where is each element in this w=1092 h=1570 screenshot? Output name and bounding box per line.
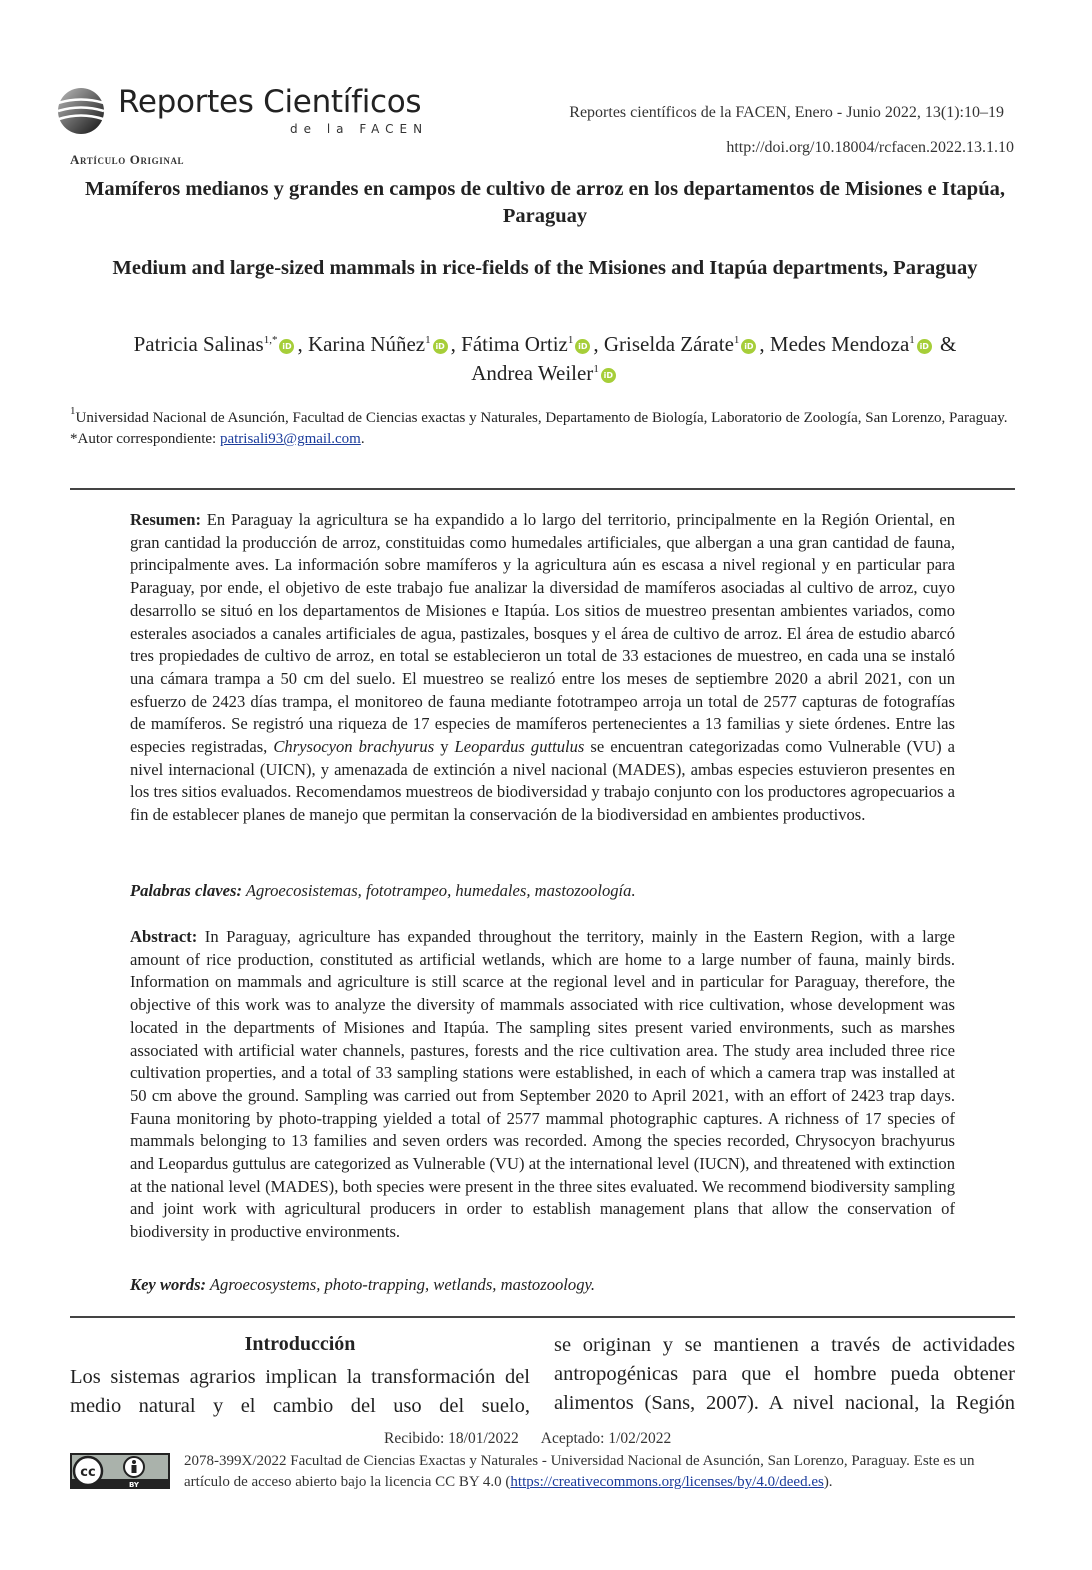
section-heading: Introducción [244, 1333, 356, 1355]
received-date: Recibido: 18/01/2022 [384, 1430, 519, 1447]
author [770, 332, 956, 356]
doi-link[interactable]: http://doi.org/10.18004/rcfacen.2022.13.1.10 [726, 139, 1014, 156]
author-name: Fátima Ortiz [461, 332, 568, 356]
journal-logo-icon [56, 86, 106, 136]
affiliation [70, 405, 1015, 450]
author-name: Medes Mendoza [769, 332, 910, 356]
author [308, 332, 461, 356]
species-name: Leopardus guttulus [454, 737, 585, 757]
article-type: Artículo Original [70, 152, 185, 167]
author [134, 332, 308, 356]
author-affiliation-mark: 1 [425, 334, 431, 346]
title-english: Medium and large-sized mammals in rice-fields of the Misiones and Itapúa departments, Paraguay [112, 257, 978, 279]
orcid-icon[interactable]: iD [279, 339, 294, 354]
author-name: Griselda Zárate [603, 332, 734, 356]
author [461, 332, 604, 356]
orcid-icon[interactable]: iD [601, 368, 616, 383]
author-affiliation-mark: 1 [909, 334, 915, 346]
divider [70, 488, 1015, 490]
license-link[interactable]: https://creativecommons.org/licenses/by/4.0/deed.es [510, 1474, 824, 1490]
corresponding-author-label: *Autor correspondiente: [70, 431, 220, 447]
submission-dates [384, 1430, 671, 1448]
author-name: Patricia Salinas [133, 332, 264, 356]
abstract-label: Abstract: [130, 927, 198, 946]
author-separator: & [934, 332, 957, 356]
author-affiliation-mark: 1 [567, 334, 574, 346]
body-column-right: se originan y se mantienen a través de actividades antropogénicas para que el hombre pueda obtener alimentos (Sans, 2007). A nivel nacional, la Región [554, 1334, 1015, 1414]
palabras-claves-label: Palabras claves: [130, 881, 242, 900]
orcid-icon[interactable]: iD [575, 339, 590, 354]
journal-reference: Reportes científicos de la FACEN, Enero - Junio 2022, 13(1):10–19 [569, 104, 1004, 121]
author-separator: , [450, 332, 462, 356]
creative-commons-by-icon[interactable] [70, 1453, 170, 1489]
orcid-icon[interactable]: iD [741, 339, 756, 354]
author-separator: , [593, 332, 604, 356]
key-words-text: Agroecosystems, photo-trapping, wetlands, mastozoology. [206, 1275, 596, 1294]
author-separator: , [759, 332, 770, 356]
palabras-claves [130, 880, 955, 903]
abstract [130, 926, 955, 1244]
license-notice [184, 1451, 1016, 1493]
palabras-claves-text: Agroecosistemas, fototrampeo, humedales, mastozoología. [241, 881, 636, 900]
abstract-text: In Paraguay, agriculture has expanded throughout the territory, mainly in the Eastern Region, with a large amount of rice production, constituted as artificial wetlands, which are home to a large number of fauna, mainly birds. Information on mammals and agriculture is still scarce at the regional level and in particular for Paraguay, therefore, the objective of this work was to analyze the diversity of mammals associated with rice cultivation, whose development was located in the departments of Misiones and Itapúa. The sampling sites present varied environments, such as marshes associated with artificial water channels, pastures, forests and the rice cultivation area. The study area included three rice cultivation properties, and a total of 33 sampling stations were established, in each of which a camera trap was installed at 50 cm above the ground. Sampling was carried out from September 2020 to April 2021, with an effort of 2423 trap days. Fauna monitoring by photo-trapping yielded a total of 2577 mammal photographic captures. A richness of 17 species of mammals belonging to 13 families and seven orders was recorded. Among the species recorded, Chrysocyon brachyurus and Leopardus guttulus are categorized as Vulnerable (VU) at the international level (IUCN), and threatened with extinction at the national level (MADES), both species were present in the three sites evaluated. We recommend biodiversity sampling and joint work with agricultural producers in order to establish management plans that allow the conservation of biodiversity in productive environments. [130, 927, 955, 1242]
title-spanish: Mamíferos medianos y grandes en campos de cultivo de arroz en los departamentos de Misiones e Itapúa, Paraguay [85, 178, 1005, 227]
svg-text:cc: cc [80, 1465, 96, 1480]
journal-logo [56, 84, 429, 146]
divider [70, 1316, 1015, 1318]
cc-badge-label: BY [128, 1481, 140, 1489]
email-period: . [360, 431, 365, 447]
accepted-date: Aceptado: 1/02/2022 [540, 1430, 672, 1447]
license-text: 2078-399X/2022 Facultad de Ciencias Exactas y Naturales - Universidad Nacional de Asunción, San Lorenzo, Paraguay. Este es un artículo de acceso abierto bajo la licencia CC BY 4.0 ( [184, 1453, 975, 1490]
author-affiliation-mark: 1,* [263, 334, 278, 346]
author-separator: , [297, 332, 308, 356]
author [604, 332, 770, 356]
key-words [130, 1274, 955, 1297]
logo-title: Reportes Científicos [118, 84, 422, 120]
author-name: Karina Núñez [307, 332, 426, 356]
key-words-label: Key words: [130, 1275, 207, 1294]
author-affiliation-mark: 1 [733, 334, 740, 346]
logo-subtitle: de la FACEN [290, 122, 429, 136]
author-affiliation-mark: 1 [593, 363, 599, 375]
resumen-conjunction: y [434, 737, 455, 757]
author-list [60, 330, 1030, 388]
resumen-label: Resumen: [130, 510, 201, 529]
email-link[interactable]: patrisali93@gmail.com [219, 431, 361, 447]
orcid-icon[interactable]: iD [433, 339, 448, 354]
affiliation-text: Universidad Nacional de Asunción, Facultad de Ciencias exactas y Naturales, Departamento de Biología, Laboratorio de Zoología, San Lorenzo, Paraguay. [75, 410, 1008, 426]
body-column-left: Los sistemas agrarios implican la transformación del medio natural y el cambio del uso del suelo, [70, 1366, 530, 1417]
orcid-icon[interactable]: iD [917, 339, 932, 354]
author-name: Andrea Weiler [471, 361, 594, 385]
resumen-text: se encuentran categorizadas como Vulnerable (VU) a nivel internacional (UICN), y amenazada de extinción a nivel nacional (MADES), ambas especies estuvieron presentes en los tres sitios evaluados. Recomendamos muestreos de biodiversidad y trabajo conjunto con los productores agropecuarios a fin de establecer planes de manejo que permitan la conservación de la biodiversidad en ambientes productivos. [130, 737, 955, 825]
species-name: Chrysocyon brachyurus [273, 737, 435, 757]
resumen [130, 509, 955, 827]
affiliation-mark: 1 [70, 405, 76, 417]
license-end: ). [823, 1474, 833, 1490]
author [471, 361, 619, 385]
resumen-text: En Paraguay la agricultura se ha expandido a lo largo del territorio, principalmente en la Región Oriental, en gran cantidad la producción de arroz, constituidas como humedales artificiales, que albergan a una gran cantidad de fauna, principalmente aves. La información sobre mamíferos y la agricultura aún es escasa a nivel regional y en particular para Paraguay, por ende, el objetivo de este trabajo fue analizar la diversidad de mamíferos asociadas al cultivo de arroz, cuyo desarrollo se situó en los departamentos de Misiones e Itapúa. Los sitios de muestreo presentan ambientes variados, como esterales asociados a canales artificiales de agua, pastizales, bosques y el área de cultivo de arroz. El área de estudio abarcó tres propiedades de cultivo de arroz, en total se establecieron un total de 33 estaciones de muestreo, en cada una se instaló una cámara trampa a 50 cm del suelo. El muestreo se realizó entre los meses de septiembre 2020 a abril 2021, con un esfuerzo de 2423 días trampa, el monitoreo de fauna mediante fototrampeo arroja un total de 2577 capturas de fotografías de mamíferos. Se registró una riqueza de 17 especies de mamíferos pertenecientes a 13 familias y siete órdenes. Entre las especies registradas, [130, 510, 955, 757]
